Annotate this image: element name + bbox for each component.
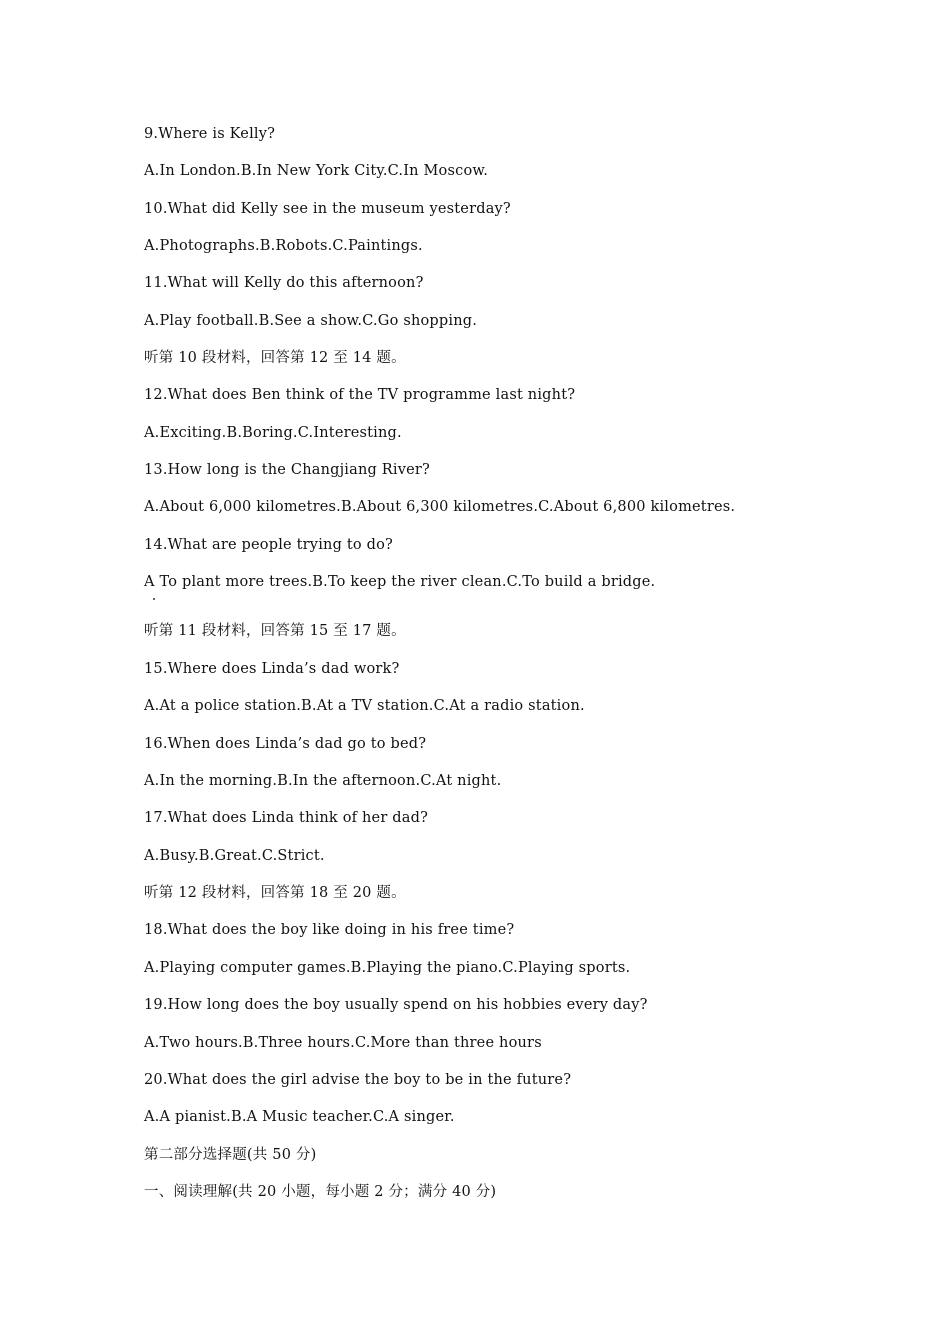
- question-13: 13.How long is the Changjiang River?: [144, 462, 431, 478]
- options-17: A.Busy.B.Great.C.Strict.: [144, 848, 325, 864]
- question-20: 20.What does the girl advise the boy to be in the future?: [144, 1072, 572, 1088]
- question-9: 9.Where is Kelly?: [144, 126, 276, 142]
- options-13: A.About 6,000 kilometres.B.About 6,300 kilometres.C.About 6,800 kilometres.: [144, 499, 736, 515]
- section-heading-10: 听第 10 段材料，回答第 12 至 14 题。: [144, 350, 406, 366]
- options-18: A.Playing computer games.B.Playing the piano.C.Playing sports.: [144, 960, 631, 976]
- question-18: 18.What does the boy like doing in his free time?: [144, 922, 515, 938]
- question-11: 11.What will Kelly do this afternoon?: [144, 275, 424, 291]
- options-10: A.Photographs.B.Robots.C.Paintings.: [144, 238, 423, 254]
- question-16: 16.When does Linda’s dad go to bed?: [144, 736, 427, 752]
- question-10: 10.What did Kelly see in the museum yesterday?: [144, 201, 511, 217]
- options-9: A.In London.B.In New York City.C.In Moscow.: [144, 163, 489, 179]
- question-12: 12.What does Ben think of the TV programme last night?: [144, 387, 576, 403]
- section-heading-11: 听第 11 段材料，回答第 15 至 17 题。: [144, 623, 406, 639]
- options-11: A.Play football.B.See a show.C.Go shopping.: [144, 313, 478, 329]
- options-15: A.At a police station.B.At a TV station.C.At a radio station.: [144, 698, 585, 714]
- reading-section-heading: 一、阅读理解(共 20 小题，每小题 2 分；满分 40 分): [144, 1184, 497, 1200]
- options-14: A To plant more trees.B.To keep the river clean.C.To build a bridge.: [144, 574, 656, 590]
- question-19: 19.How long does the boy usually spend on his hobbies every day?: [144, 997, 648, 1013]
- options-12: A.Exciting.B.Boring.C.Interesting.: [144, 425, 402, 441]
- question-14: 14.What are people trying to do?: [144, 537, 394, 553]
- options-20: A.A pianist.B.A Music teacher.C.A singer.: [144, 1109, 455, 1125]
- part-two-heading: 第二部分选择题(共 50 分): [144, 1147, 317, 1163]
- section-heading-12: 听第 12 段材料，回答第 18 至 20 题。: [144, 885, 406, 901]
- options-16: A.In the morning.B.In the afternoon.C.At night.: [144, 773, 502, 789]
- stray-dot-mark: [153, 598, 155, 600]
- question-15: 15.Where does Linda’s dad work?: [144, 661, 400, 677]
- question-17: 17.What does Linda think of her dad?: [144, 810, 429, 826]
- options-19: A.Two hours.B.Three hours.C.More than three hours: [144, 1035, 542, 1051]
